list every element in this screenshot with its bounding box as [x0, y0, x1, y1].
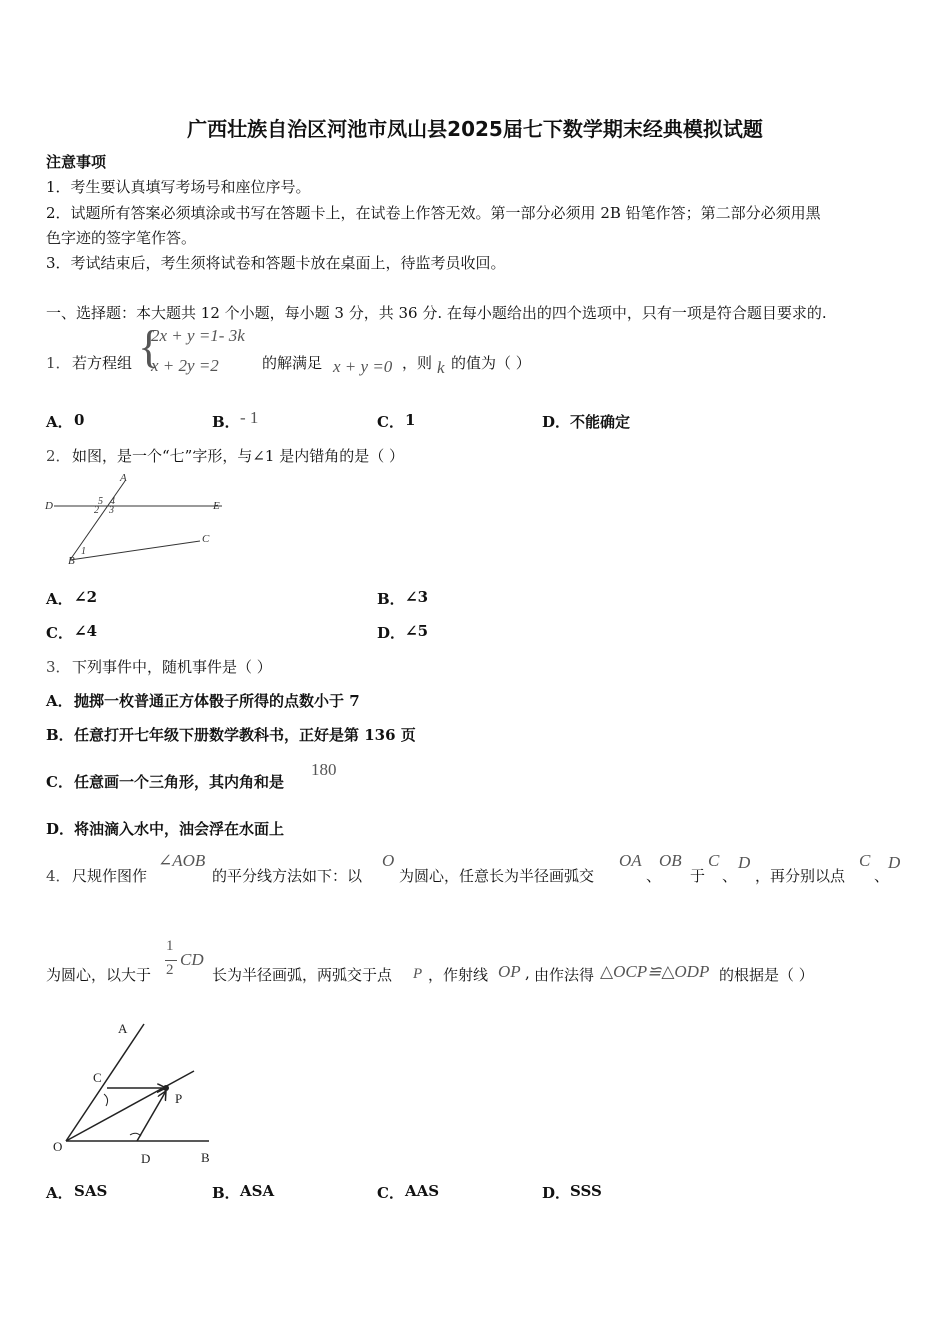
question-text: 、: [874, 867, 890, 885]
question-text: ，再分别以点: [755, 867, 846, 885]
equation-brace: {: [138, 321, 161, 372]
math-variable: D: [888, 853, 901, 872]
ray-op: [66, 1071, 194, 1141]
label-b: B: [68, 555, 75, 567]
fraction-bar: [165, 960, 177, 961]
question-number: 2．: [46, 447, 71, 465]
option-label: B．: [377, 590, 405, 608]
label-a: A: [120, 472, 127, 484]
question-text: 下列事件中，随机事件是（ ）: [72, 658, 272, 676]
option-text: 0: [74, 411, 85, 429]
option-label: C．: [377, 413, 404, 431]
question-text: 为圆心，以大于: [46, 966, 152, 984]
option-label: C．: [46, 624, 73, 642]
section-heading: 一、选择题：本大题共 12 个小题，每小题 3 分，共 36 分. 在每小题给出的四个选项中，只有一项是符合题目要求的.: [46, 304, 827, 322]
label-angle-4: 4: [110, 496, 115, 507]
option-text: AAS: [405, 1182, 440, 1200]
label-a: A: [118, 1021, 128, 1036]
seven-shape-figure: [42, 470, 232, 570]
option-label: D．: [542, 1184, 571, 1202]
option-text: 将油滴入水中，油会浮在水面上: [74, 820, 285, 838]
notice-heading: 注意事项: [46, 153, 107, 171]
math-variable: OB: [659, 851, 682, 870]
math-expression: ∠AOB: [158, 851, 206, 870]
math-variable: C: [859, 851, 871, 870]
option-text: ASA: [240, 1182, 275, 1200]
option-label: A．: [46, 413, 73, 431]
question-text: 由作法得: [534, 966, 595, 984]
question-text: 尺规作图作: [72, 867, 148, 885]
math-variable: C: [708, 851, 720, 870]
question-text: ，则: [402, 354, 433, 372]
option-text: 1: [405, 411, 416, 429]
question-text: 的平分线方法如下：以: [212, 867, 363, 885]
line-bc: [70, 541, 200, 560]
option-label: A．: [46, 1184, 73, 1202]
option-text: - 1: [240, 408, 259, 427]
math-variable: O: [382, 851, 395, 870]
label-angle-2: 2: [94, 505, 99, 516]
label-c: C: [202, 533, 210, 545]
option-label: A．: [46, 590, 73, 608]
angle-bisector-figure: [44, 1016, 224, 1171]
notice-item: 色字迹的签字笔作答。: [46, 229, 197, 247]
option-label: D．: [542, 413, 571, 431]
option-label: C．: [46, 773, 73, 791]
fraction-numerator: 1: [166, 938, 174, 954]
question-number: 1．: [46, 354, 71, 372]
notice-item: 1．考生要认真填写考场号和座位序号。: [46, 178, 311, 196]
option-text: ∠2: [74, 588, 98, 606]
label-d: D: [141, 1151, 151, 1166]
question-text: ,: [525, 964, 530, 982]
label-b: B: [201, 1150, 210, 1165]
option-label: D．: [377, 624, 406, 642]
option-label: C．: [377, 1184, 404, 1202]
question-text: 、: [722, 867, 738, 885]
label-angle-5: 5: [98, 496, 103, 507]
label-c: C: [93, 1070, 102, 1085]
math-variable: CD: [180, 950, 204, 969]
segment-dp: [137, 1091, 166, 1141]
question-text: 如图，是一个“七”字形，与∠1 是内错角的是（ ）: [72, 447, 404, 465]
question-text: 若方程组: [72, 354, 133, 372]
option-label: B．: [212, 413, 240, 431]
option-label: B．: [212, 1184, 240, 1202]
question-text: 于: [690, 867, 706, 885]
option-text: SAS: [74, 1182, 108, 1200]
question-text: 为圆心，任意长为半径画弧交: [399, 867, 595, 885]
option-text: 任意画一个三角形，其内角和是: [74, 773, 285, 791]
math-variable: D: [738, 853, 751, 872]
question-text: 、: [646, 867, 662, 885]
option-text: SSS: [570, 1182, 602, 1200]
option-label: D．: [46, 820, 75, 838]
question-number: 3．: [46, 658, 71, 676]
line-ab: [70, 481, 125, 560]
option-text: 不能确定: [570, 413, 631, 431]
math-expression: x + y =0: [333, 357, 393, 376]
label-angle-3: 3: [109, 505, 114, 516]
math-value: 180: [311, 760, 337, 779]
math-variable: OA: [619, 851, 642, 870]
option-label: A．: [46, 692, 73, 710]
fraction-denominator: 2: [166, 962, 174, 978]
question-text: ，作射线: [428, 966, 489, 984]
label-p: P: [175, 1091, 183, 1106]
question-number: 4．: [46, 867, 71, 885]
notice-item: 3．考试结束后，考生须将试卷和答题卡放在桌面上，待监考员收回。: [46, 254, 506, 272]
math-variable: k: [437, 358, 445, 377]
question-text: 长为半径画弧，两弧交于点: [212, 966, 393, 984]
option-text: ∠3: [405, 588, 429, 606]
label-angle-1: 1: [81, 546, 86, 557]
equation-line: x + 2y =2: [151, 356, 219, 375]
notice-item: 2．试题所有答案必须填涂或书写在答题卡上，在试卷上作答无效。第一部分必须用 2B 铅笔作答；第二部分必须用黑: [46, 204, 821, 222]
ray-oa: [66, 1024, 144, 1141]
option-text: ∠5: [405, 622, 429, 640]
label-o: O: [53, 1139, 63, 1154]
option-text: ∠4: [74, 622, 98, 640]
option-text: 抛掷一枚普通正方体骰子所得的点数小于 7: [74, 692, 360, 710]
option-label: B．: [46, 726, 74, 744]
math-variable: OP: [498, 962, 521, 981]
question-text: 的解满足: [262, 354, 323, 372]
question-text: 的根据是（ ）: [719, 966, 814, 984]
question-text: 的值为（ ）: [451, 354, 531, 372]
math-expression: △OCP≌△ODP: [600, 962, 710, 981]
option-text: 任意打开七年级下册数学教科书，正好是第 136 页: [74, 726, 416, 744]
arc-c: [104, 1094, 108, 1106]
label-e: E: [213, 500, 220, 512]
label-d: D: [45, 500, 53, 512]
math-variable: P: [413, 966, 423, 982]
page-title: 广西壮族自治区河池市凤山县2025届七下数学期末经典模拟试题: [187, 117, 763, 141]
point-p: [163, 1085, 169, 1091]
equation-line: 2x + y =1- 3k: [151, 326, 245, 345]
